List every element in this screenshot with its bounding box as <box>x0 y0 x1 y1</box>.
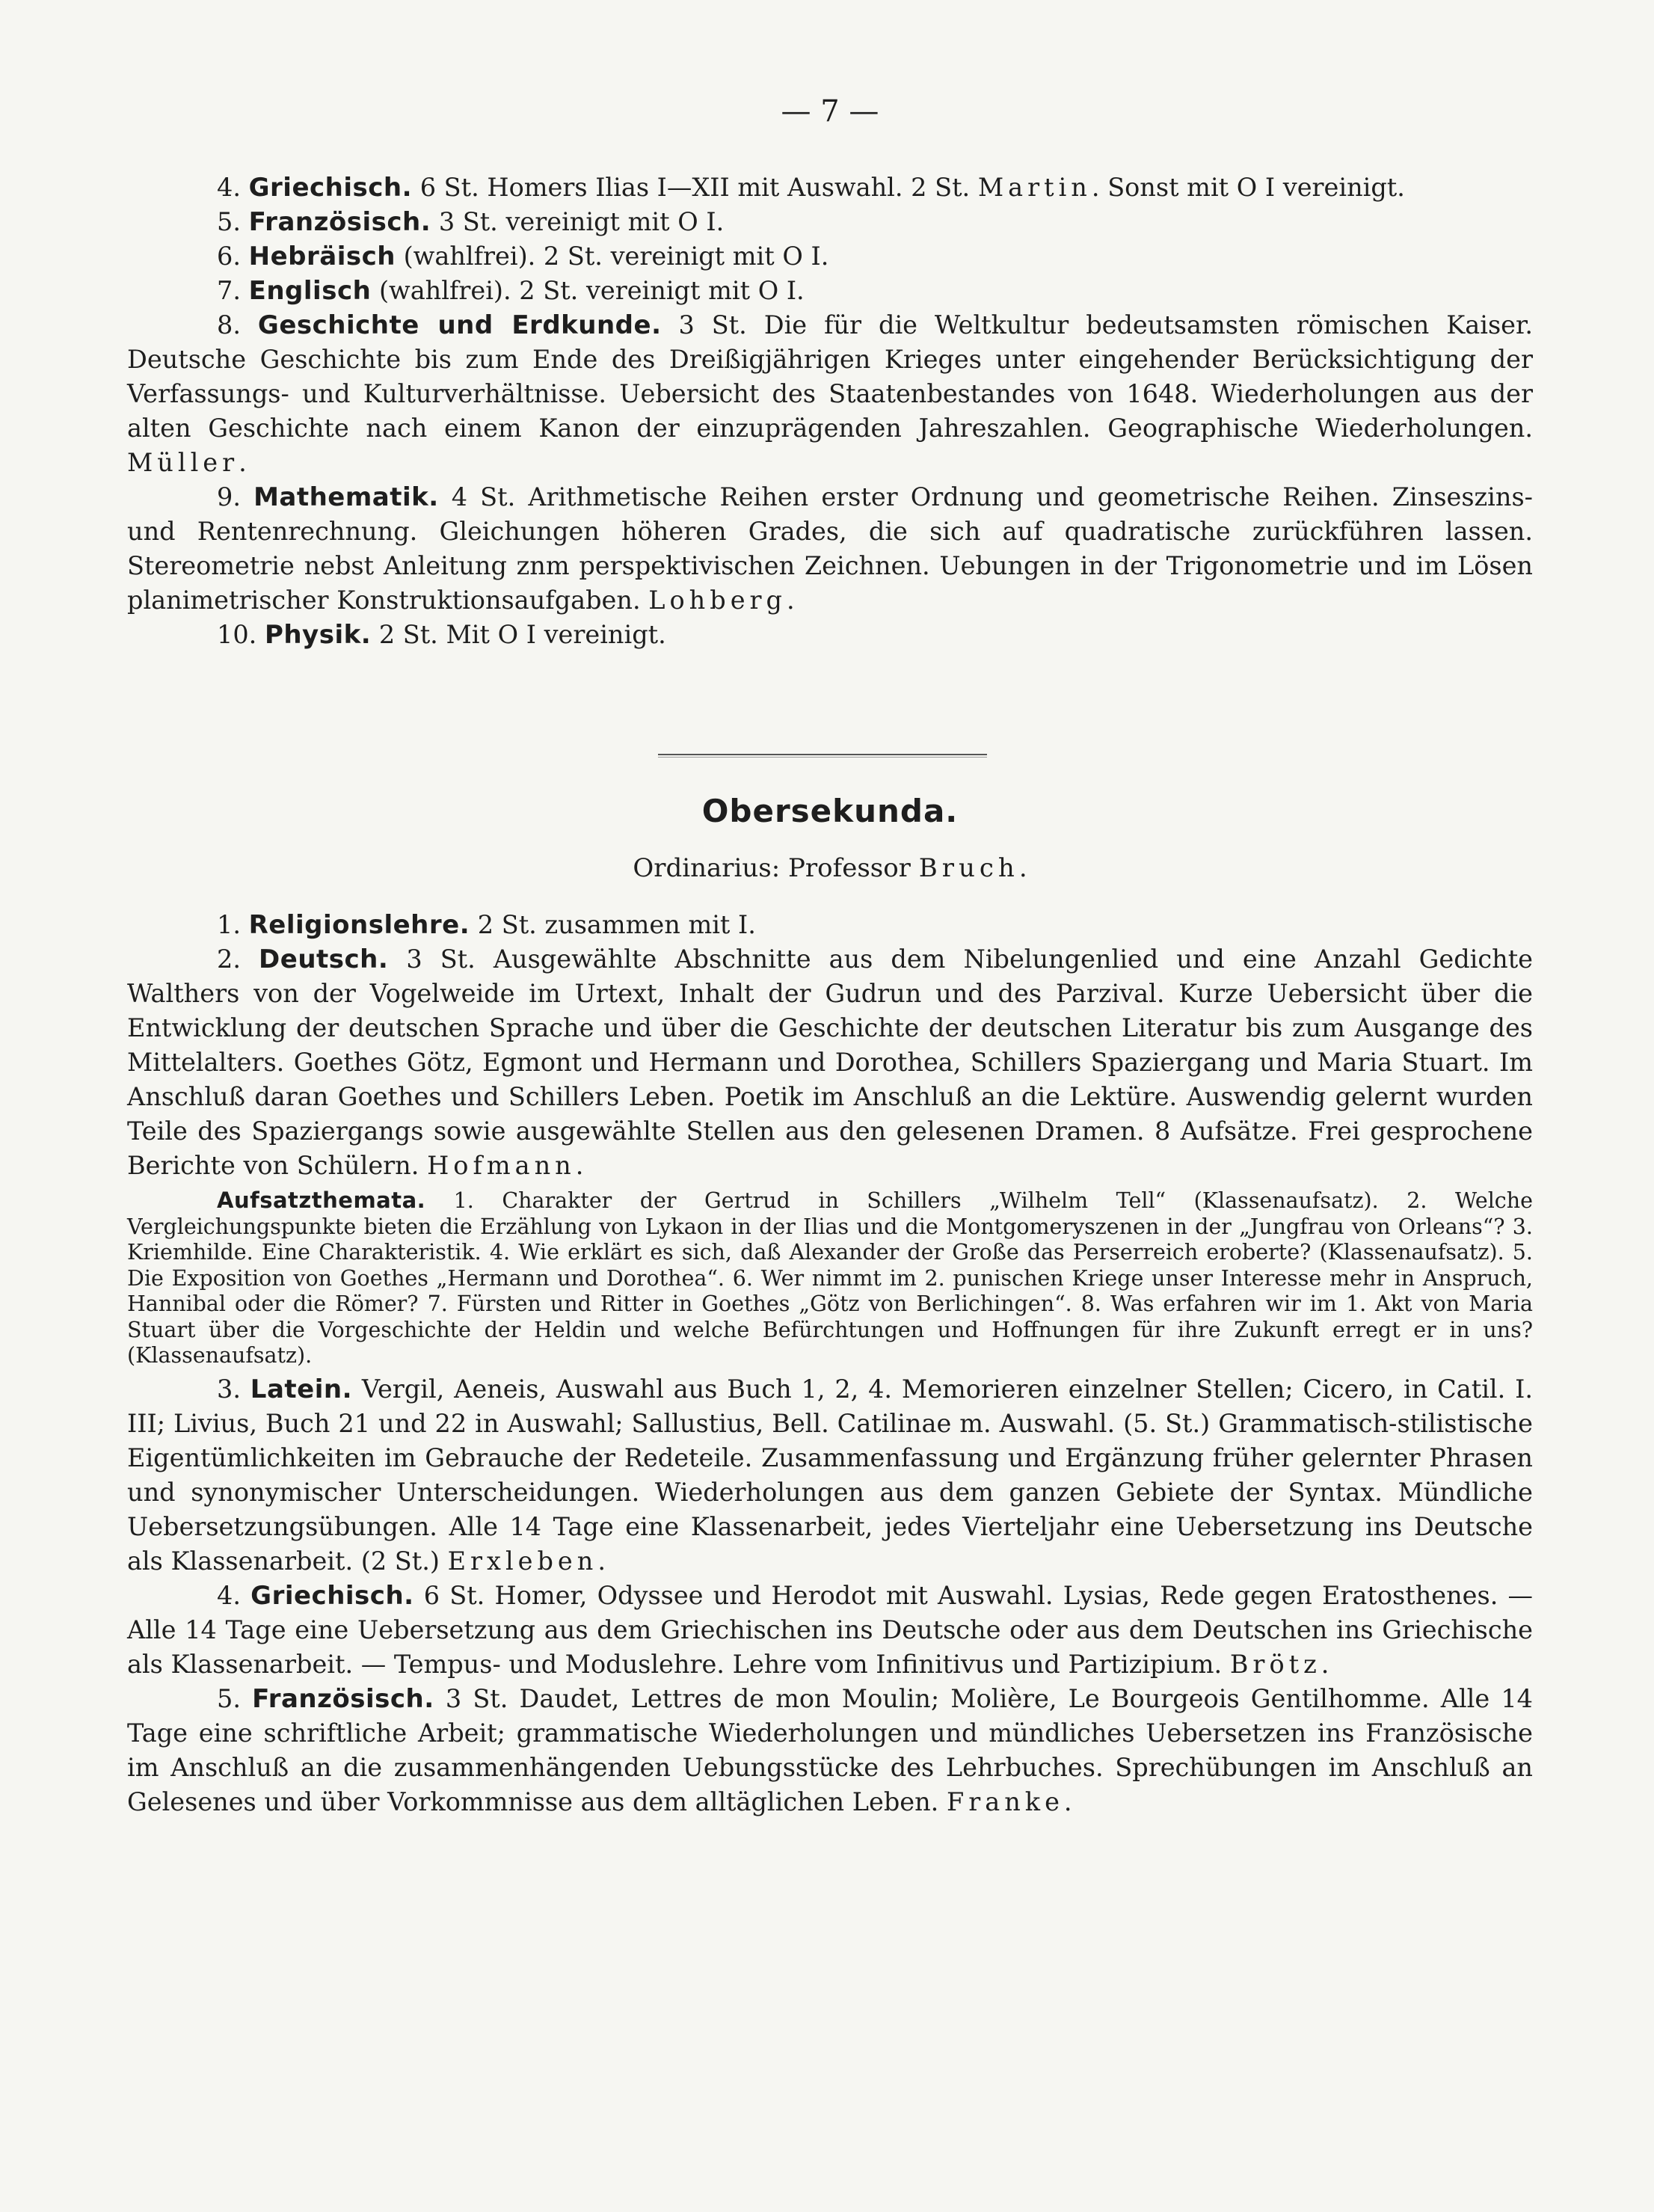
ordinarius-line <box>127 851 1533 885</box>
subject-text: . <box>1063 1787 1072 1816</box>
subject-text: . <box>786 586 795 615</box>
subject-text: 3 St. Ausgewählte Abschnitte aus dem Nibelungenlied und eine Anzahl Gedichte Walthers von der Vogelweide im Urtext, Inhalt der Gudrun und des Parzival. Kurze Uebersicht über die Entwicklung der deutschen Sprache und über die Geschichte der deutschen Literatur bis zum Ausgange des Mittelalters. Goethes Götz, Egmont und Hermann und Dorothea, Schillers Spaziergang und Maria Stuart. Im Anschluß daran Goethes und Schillers Leben. Poetik im Anschluß an die Lektüre. Auswendig gelernt wurden Teile des Spaziergangs sowie ausgewählte Stellen aus den gelesenen Dramen. 8 Aufsätze. Frei gesprochene Berichte von Schülern. <box>127 944 1533 1180</box>
page-number: — 7 — <box>781 94 879 129</box>
subject-text: 3 St. Daudet, Lettres de mon Moulin; Molière, Le Bourgeois Gentilhomme. Alle 14 Tage eine schriftliche Arbeit; grammatische Wiederholungen und mündliches Uebersetzen ins Französische im Anschluß an die zusammenhängenden Uebungsstücke des Lehrbuches. Sprechübungen im Anschluß an Gelesenes und über Vorkommnisse aus dem alltäglichen Leben. <box>127 1683 1533 1816</box>
subject-text: 3 St. Die für die Weltkultur bedeutsamsten römischen Kaiser. Deutsche Geschichte bis zum Ende des Dreißigjährigen Krieges unter eingehender Berücksichtigung der Verfassungs- und Kulturverhältnisse. Uebersicht des Staatenbestandes von 1648. Wiederholungen aus der alten Geschichte nach einem Kanon der einzuprägenden Jahreszahlen. Geographische Wiederholungen. <box>127 310 1533 443</box>
teacher-name: Martin <box>977 173 1092 202</box>
subject-heading: Griechisch. <box>250 1580 414 1611</box>
item-number: 7. <box>217 276 241 305</box>
subject-heading: Französisch. <box>252 1683 434 1714</box>
subject-text: . <box>239 448 247 477</box>
subject-heading: Griechisch. <box>248 173 413 203</box>
ordinarius-label: Ordinarius: Professor <box>633 853 919 883</box>
teacher-name: Franke <box>946 1787 1064 1816</box>
subject-paragraph <box>127 1682 1533 1819</box>
obersekunda-section <box>127 908 1533 1819</box>
item-number: 4. <box>217 173 241 202</box>
subject-text: (wahlfrei). 2 St. vereinigt mit O I. <box>378 276 805 305</box>
subject-paragraph <box>127 480 1533 618</box>
subject-paragraph <box>127 618 1533 652</box>
item-number: 8. <box>217 310 241 340</box>
essay-topics-text: 1. Charakter der Gertrud in Schillers „Wilhelm Tell“ (Klassenaufsatz). 2. Welche Vergleichungspunkte bieten die Erzählung von Lykaon in der Ilias und die Montgomeryszenen in der „Jungfrau von Orleans“? 3. Kriemhilde. Eine Charakteristik. 4. Wie erklärt es sich, daß Alexander der Große das Perserreich eroberte? (Klassenaufsatz). 5. Die Exposition von Goethes „Hermann und Dorothea“. 6. Wer nimmt im 2. punischen Kriege unser Interesse mehr in Anspruch, Hannibal oder die Römer? 7. Fürsten und Ritter in Goethes „Götz von Berlichingen“. 8. Was erfahren wir im 1. Akt von Maria Stuart über die Vorgeschichte der Heldin und welche Befürchtungen und Hoffnungen für ihre Zukunft erregt er in uns? (Klassenaufsatz). <box>127 1188 1533 1368</box>
subject-paragraph <box>127 308 1533 480</box>
subject-text: . <box>575 1151 584 1180</box>
teacher-name: Hofmann <box>427 1151 576 1180</box>
subject-paragraph <box>127 274 1533 308</box>
item-number: 9. <box>217 482 241 511</box>
subject-heading: Hebräisch <box>248 242 396 271</box>
subject-heading: Physik. <box>264 620 372 650</box>
subject-paragraph <box>127 239 1533 274</box>
item-number: 5. <box>217 1683 241 1713</box>
teacher-name: Lohberg <box>648 586 787 615</box>
subject-heading: Englisch <box>248 276 372 306</box>
section-title: Obersekunda. <box>701 793 959 829</box>
subject-text: . <box>597 1546 606 1576</box>
subject-text: Vergil, Aeneis, Auswahl aus Buch 1, 2, 4. Memorieren einzelner Stellen; Cicero, in Catil. I. III; Livius, Buch 21 und 22 in Auswahl; Sallustius, Bell. Catilinae m. Auswahl. (5. St.) Grammatisch-stilistische Eigentümlichkeiten im Gebrauche der Redeteile. Zusammenfassung und Ergänzung früher gelernter Phrasen und synonymischer Unterscheidungen. Wiederholungen aus dem ganzen Gebiete der Syntax. Mündliche Uebersetzungsübungen. Alle 14 Tage eine Klassenarbeit, jedes Vierteljahr eine Uebersetzung ins Deutsche als Klassenarbeit. (2 St.) <box>127 1374 1533 1576</box>
item-number: 2. <box>217 944 241 974</box>
item-number: 3. <box>217 1374 241 1404</box>
item-number: 4. <box>217 1580 241 1610</box>
teacher-name: Bruch <box>918 853 1019 883</box>
subject-text: 2 St. Mit O I vereinigt. <box>378 620 666 649</box>
item-number: 10. <box>217 620 257 649</box>
subject-text: (wahlfrei). 2 St. vereinigt mit O I. <box>403 242 829 271</box>
subject-heading: Geschichte und Erdkunde. <box>257 310 662 340</box>
teacher-name: Erxleben <box>447 1546 598 1576</box>
subject-paragraph <box>127 908 1533 942</box>
subject-paragraph <box>127 942 1533 1183</box>
subject-paragraph <box>127 1579 1533 1682</box>
unterprima-section <box>127 170 1533 652</box>
subject-text: 6 St. Homers Ilias I—XII mit Auswahl. 2 St. <box>419 173 978 202</box>
subject-text: 6 St. Homer, Odyssee und Herodot mit Auswahl. Lysias, Rede gegen Eratosthenes. — Alle 14 Tage eine Uebersetzung aus dem Griechischen ins Deutsche oder aus dem Deutschen ins Griechische als Klassenarbeit. — Tempus- und Moduslehre. Lehre vom Infinitivus und Partizipium. <box>127 1580 1534 1679</box>
subject-heading: Deutsch. <box>259 944 389 974</box>
item-number: 6. <box>217 242 241 271</box>
essay-topics-label: Aufsatzthemata. <box>217 1188 426 1213</box>
ordinarius-after: . <box>1018 853 1027 883</box>
subject-paragraph <box>127 170 1533 205</box>
subject-text: 2 St. zusammen mit I. <box>477 910 756 939</box>
subject-heading: Religionslehre. <box>248 910 470 940</box>
subject-text: . Sonst mit O I vereinigt. <box>1091 173 1405 202</box>
item-number: 5. <box>217 207 241 236</box>
subject-heading: Französisch. <box>248 207 431 237</box>
teacher-name: Brötz <box>1229 1649 1321 1679</box>
teacher-name: Müller <box>127 448 239 477</box>
section-divider <box>658 754 987 758</box>
subject-heading: Latein. <box>250 1374 352 1404</box>
subject-text: 4 St. Arithmetische Reihen erster Ordnung und geometrische Reihen. Zinseszins- und Rentenrechnung. Gleichungen höheren Grades, die sich auf quadratische zurückführen lassen. Stereometrie nebst Anleitung znm perspektivischen Zeichnen. Uebungen in der Trigonometrie und im Lösen planimetrischer Konstruktionsaufgaben. <box>127 482 1533 615</box>
item-number: 1. <box>217 910 241 939</box>
subject-text: . <box>1321 1649 1329 1679</box>
subject-heading: Mathematik. <box>253 482 439 512</box>
subject-text: 3 St. vereinigt mit O I. <box>438 207 725 236</box>
subject-paragraph <box>127 1372 1533 1579</box>
essay-topics <box>127 1188 1533 1369</box>
subject-paragraph <box>127 205 1533 239</box>
essay-topics-paragraph <box>127 1188 1533 1369</box>
